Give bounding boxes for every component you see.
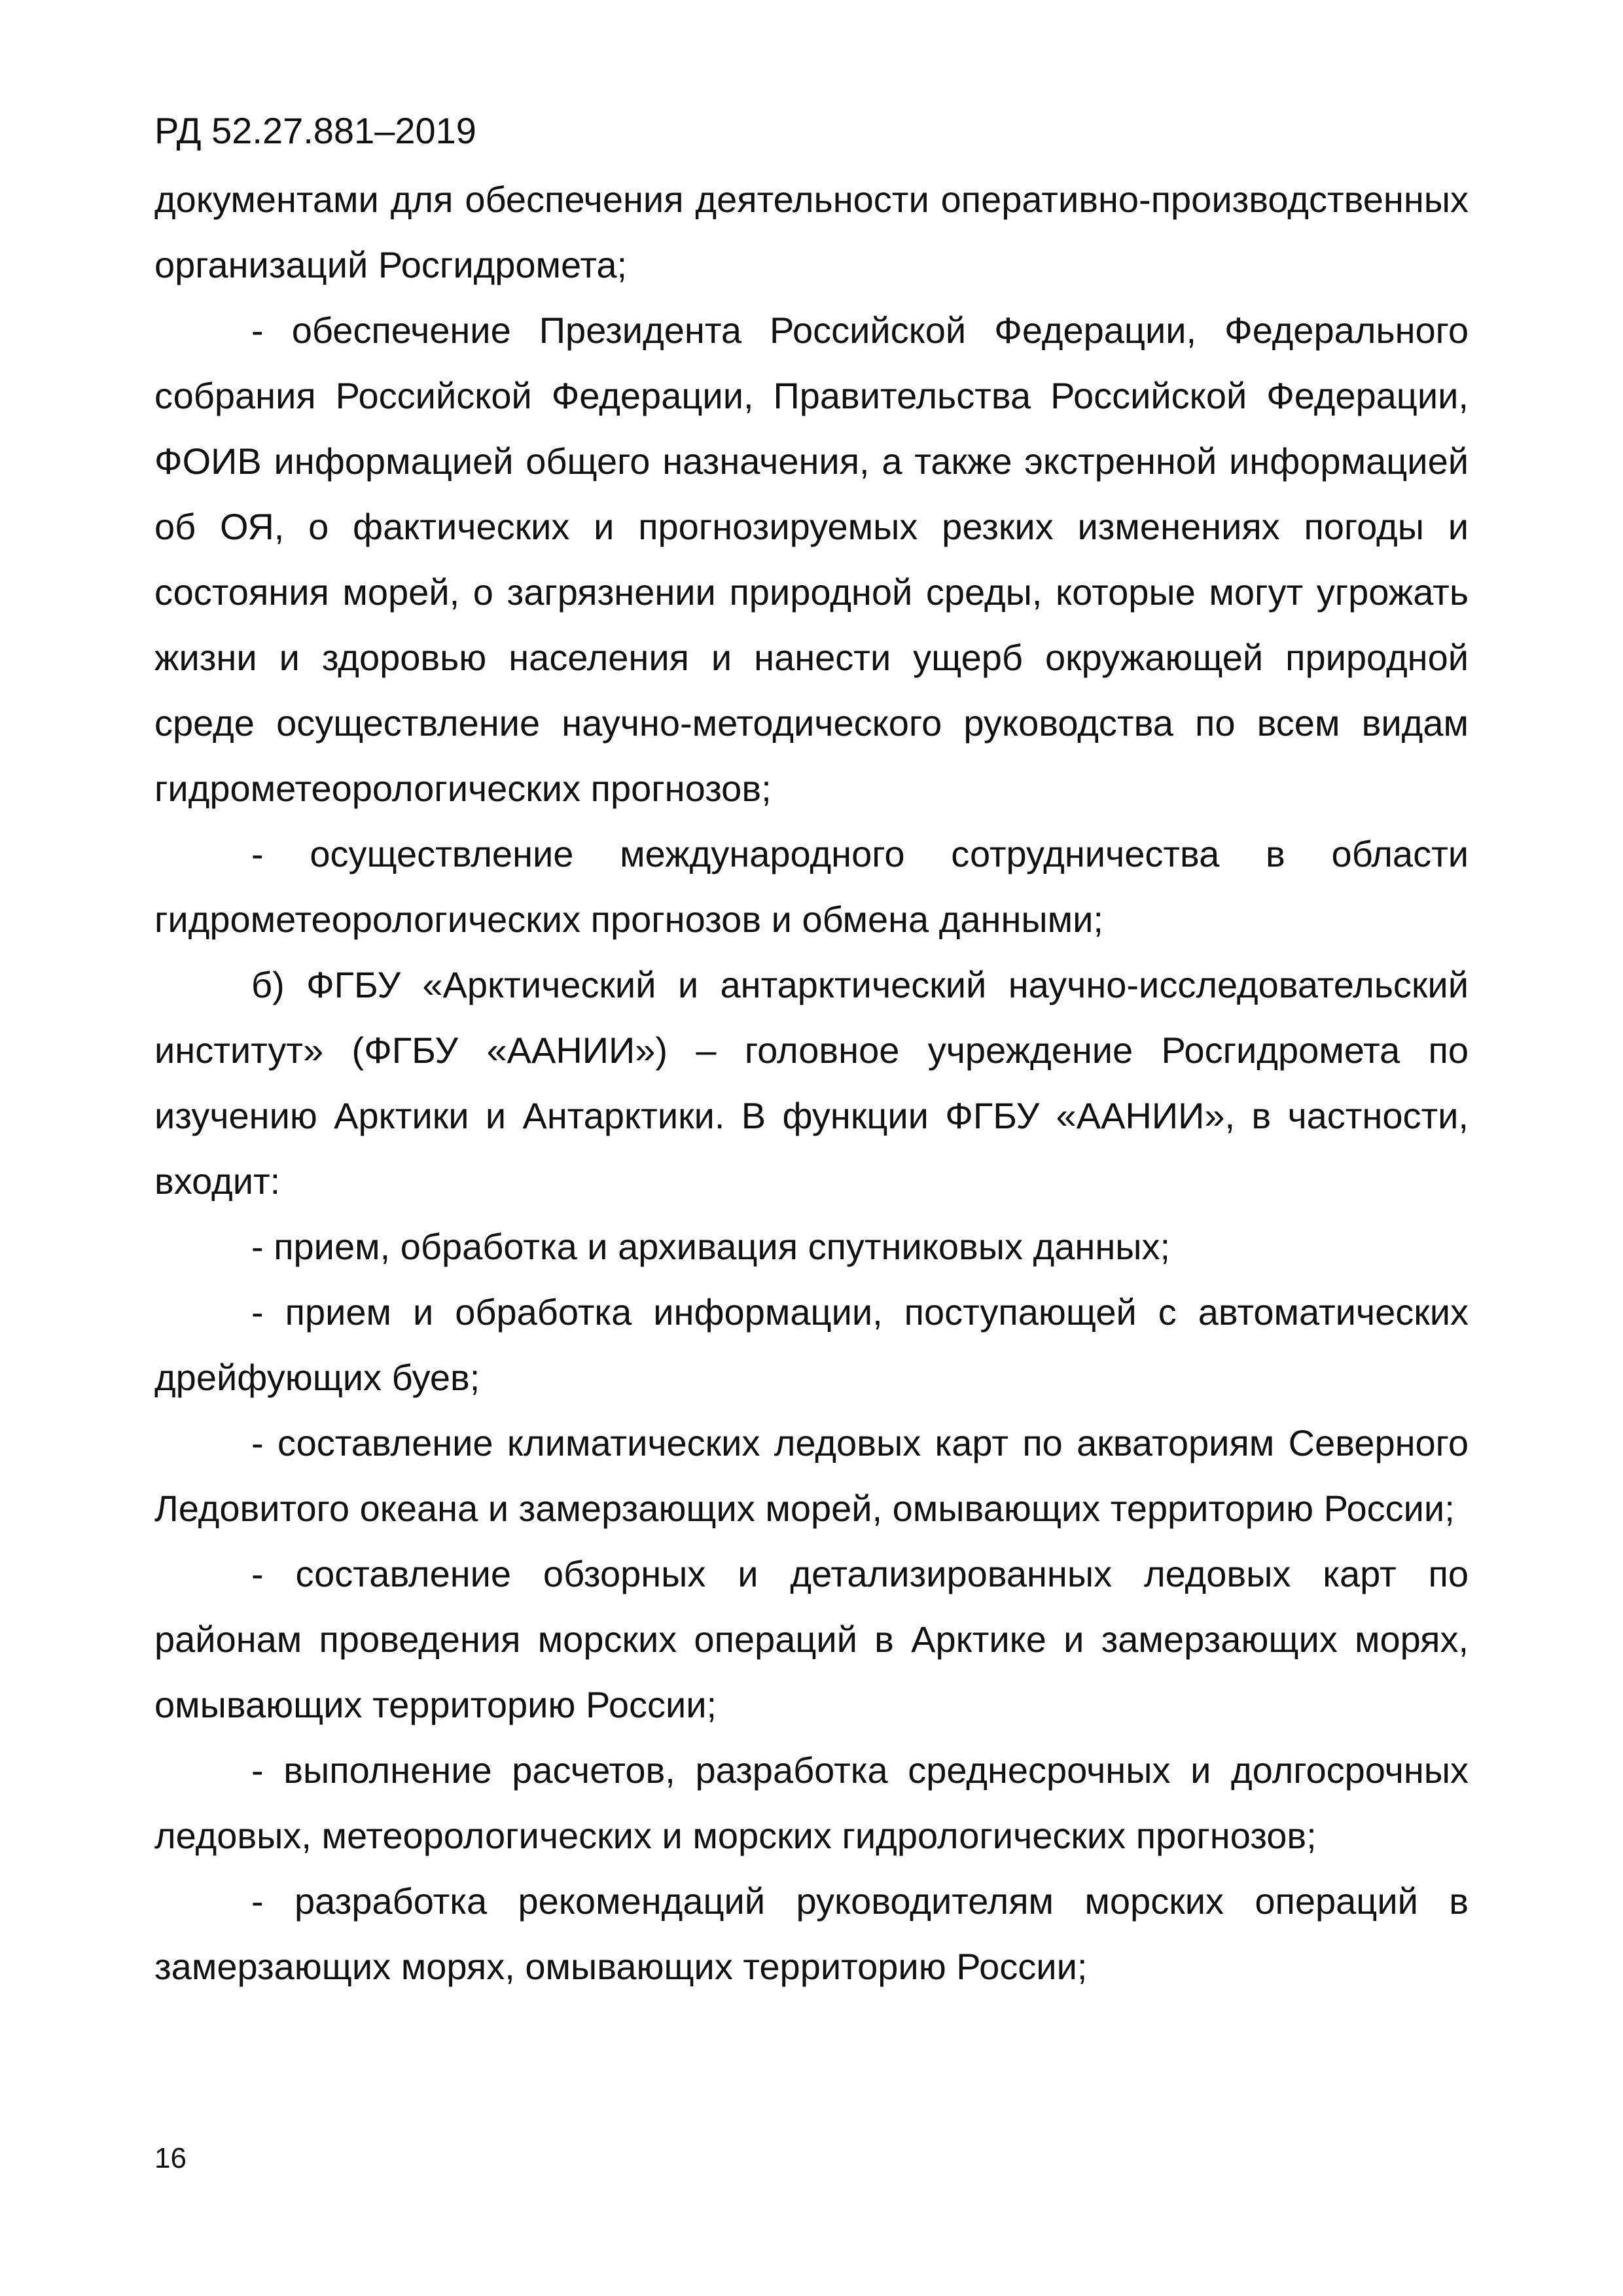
paragraph-list-item: - обеспечение Президента Российской Федерации, Федерального собрания Российской Федерации, Правительства Российской Федерации, ФОИВ информацией общего назначения, а также экстренной информацией об ОЯ, о фактических и прогнозируемых резких изменениях погоды и состояния морей, о загрязнении природной среды, которые могут угрожать жизни и здоровью населения и нанести ущерб окружающей природной среде осуществление научно-методического руководства по всем видам гидрометеорологических прогнозов; <box>154 310 1469 809</box>
paragraph-list-item: - составление климатических ледовых карт по акваториям Северного Ледовитого океана и замерзающих морей, омывающих территорию России; <box>154 1422 1469 1529</box>
paragraph-list-item: - составление обзорных и детализированных ледовых карт по районам проведения морских операций в Арктике и замерзающих морях, омывающих территорию России; <box>154 1553 1469 1725</box>
paragraph-list-item: - разработка рекомендаций руководителям морских операций в замерзающих морях, омывающих территорию России; <box>154 1880 1469 1987</box>
paragraph-section-b: б) ФГБУ «Арктический и антарктический научно-исследовательский институт» (ФГБУ «ААНИИ») – головное учреждение Росгидромета по изучению Арктики и Антарктики. В функции ФГБУ «ААНИИ», в частности, входит: <box>154 964 1469 1202</box>
paragraph-continuation: документами для обеспечения деятельности оперативно-производственных организаций Росгидромета; <box>154 179 1469 285</box>
paragraph-list-item: - выполнение расчетов, разработка среднесрочных и долгосрочных ледовых, метеорологических и морских гидрологических прогнозов; <box>154 1749 1469 1856</box>
document-body <box>154 167 1469 2000</box>
paragraph-list-item: - осуществление международного сотрудничества в области гидрометеорологических прогнозов и обмена данными; <box>154 833 1469 940</box>
document-code-header: РД 52.27.881–2019 <box>154 110 476 151</box>
paragraph-list-item: - прием и обработка информации, поступающей с автоматических дрейфующих буев; <box>154 1291 1469 1398</box>
page-number: 16 <box>154 2142 187 2174</box>
paragraph-list-item: - прием, обработка и архивация спутниковых данных; <box>251 1226 1171 1267</box>
